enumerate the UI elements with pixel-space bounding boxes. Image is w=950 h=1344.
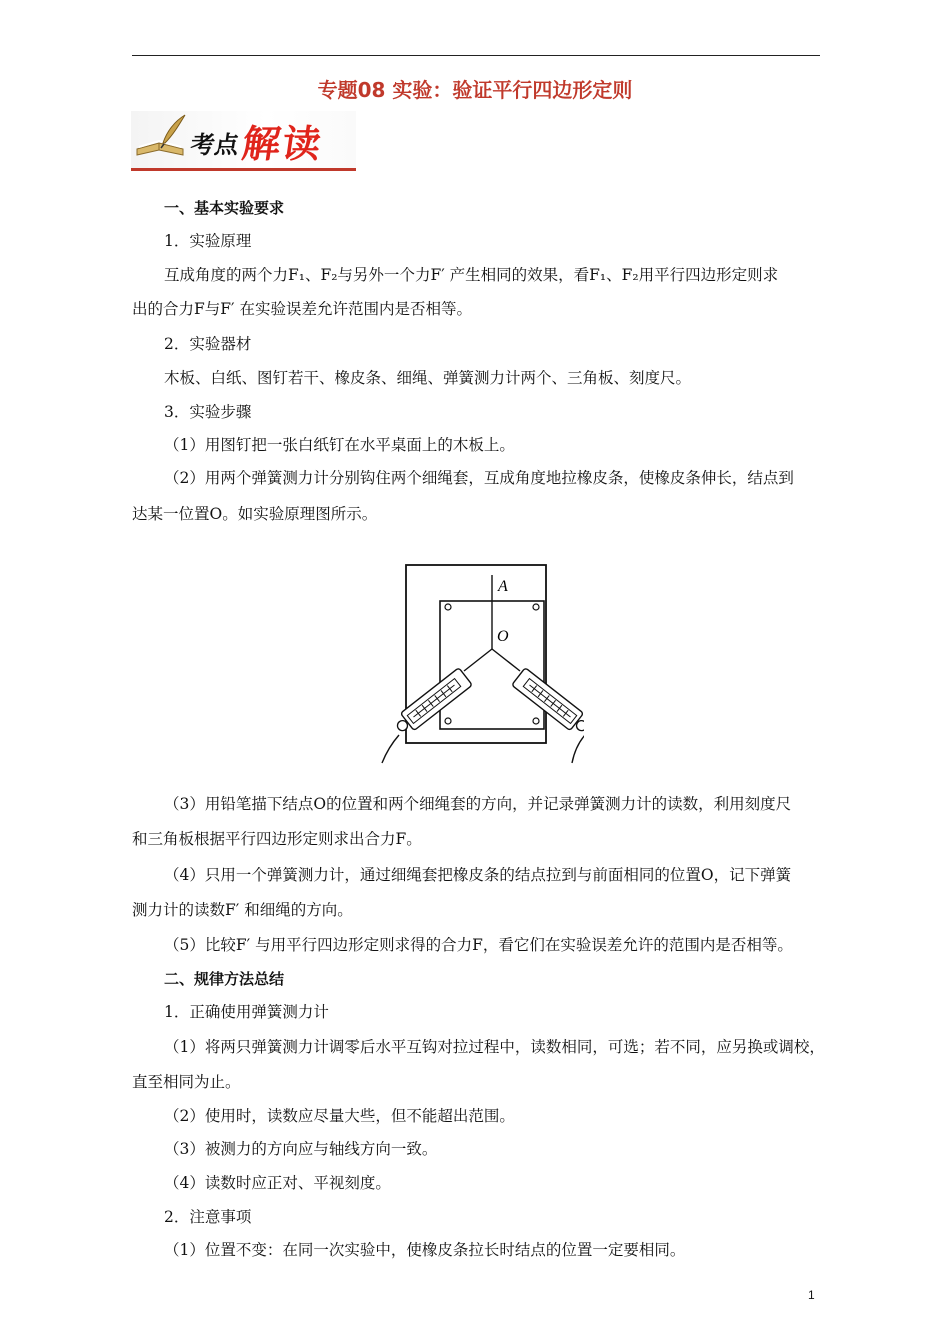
banner-text-kaodian: 考点 (188, 131, 241, 159)
rule-3: （3）被测力的方向应与轴线方向一致。 (164, 1140, 438, 1158)
page-number: 1 (808, 1288, 815, 1302)
experiment-diagram (374, 561, 584, 771)
hand-pull-right (572, 735, 584, 763)
pin-bottom-right (533, 718, 539, 724)
subheading-equipment: 2．实验器材 (164, 335, 252, 353)
pin-top-left (445, 604, 451, 610)
step-4-line1: （4）只用一个弹簧测力计，通过细绳套把橡皮条的结点拉到与前面相同的位置O，记下弹簧 (164, 866, 792, 884)
step-3-line2: 和三角板根据平行四边形定则求出合力F。 (132, 830, 422, 848)
pin-bottom-left (445, 718, 451, 724)
principle-text-line2: 出的合力F与F′ 在实验误差允许范围内是否相等。 (132, 300, 472, 318)
spring-scale-right (512, 668, 584, 738)
page-title: 专题08 实验：验证平行四边形定则 (317, 78, 633, 102)
step-2-line2: 达某一位置O。如实验原理图所示。 (132, 505, 378, 523)
step-5: （5）比较F′ 与用平行四边形定则求得的合力F，看它们在实验误差允许的范围内是否相等。 (164, 936, 793, 954)
string-left (464, 649, 492, 671)
string-right (492, 649, 520, 671)
label-a: A (498, 578, 508, 595)
step-4-line2: 测力计的读数F′ 和细绳的方向。 (132, 901, 353, 919)
equipment-text: 木板、白纸、图钉若干、橡皮条、细绳、弹簧测力计两个、三角板、刻度尺。 (164, 369, 692, 387)
rule-1-line1: （1）将两只弹簧测力计调零后水平互钩对拉过程中，读数相同，可选；若不同，应另换或调校， (164, 1038, 825, 1056)
pin-top-right (533, 604, 539, 610)
book-quill-icon (133, 113, 189, 165)
label-o: O (497, 628, 509, 645)
step-1: （1）用图钉把一张白纸钉在水平桌面上的木板上。 (164, 436, 515, 454)
subheading-principle: 1．实验原理 (164, 232, 252, 250)
rule-2: （2）使用时，读数应尽量大些，但不能超出范围。 (164, 1107, 515, 1125)
step-2-line1: （2）用两个弹簧测力计分别钩住两个细绳套，互成角度地拉橡皮条，使橡皮条伸长，结点到 (164, 469, 794, 487)
rule-1-line2: 直至相同为止。 (132, 1073, 241, 1091)
header-rule (132, 55, 820, 56)
spring-scale-left (392, 668, 473, 738)
step-3-line1: （3）用铅笔描下结点O的位置和两个细绳套的方向，并记录弹簧测力计的读数，利用刻度尺 (164, 795, 792, 813)
section-heading-methods: 二、规律方法总结 (164, 970, 285, 988)
section-heading-basic: 一、基本实验要求 (164, 199, 285, 217)
rule-4: （4）读数时应正对、平视刻度。 (164, 1174, 391, 1192)
note-1: （1）位置不变：在同一次实验中，使橡皮条拉长时结点的位置一定要相同。 (164, 1241, 686, 1259)
principle-text-line1: 互成角度的两个力F₁、F₂与另外一个力F′ 产生相同的效果，看F₁、F₂用平行四边形定则求 (164, 266, 779, 284)
banner-kaodian-jiedu (131, 111, 356, 171)
subheading-spring-scale: 1．正确使用弹簧测力计 (164, 1003, 329, 1021)
hand-pull-left (382, 735, 399, 763)
subheading-notes: 2．注意事项 (164, 1208, 252, 1226)
subheading-steps: 3．实验步骤 (164, 403, 252, 421)
banner-text-jiedu: 解读 (239, 122, 326, 166)
